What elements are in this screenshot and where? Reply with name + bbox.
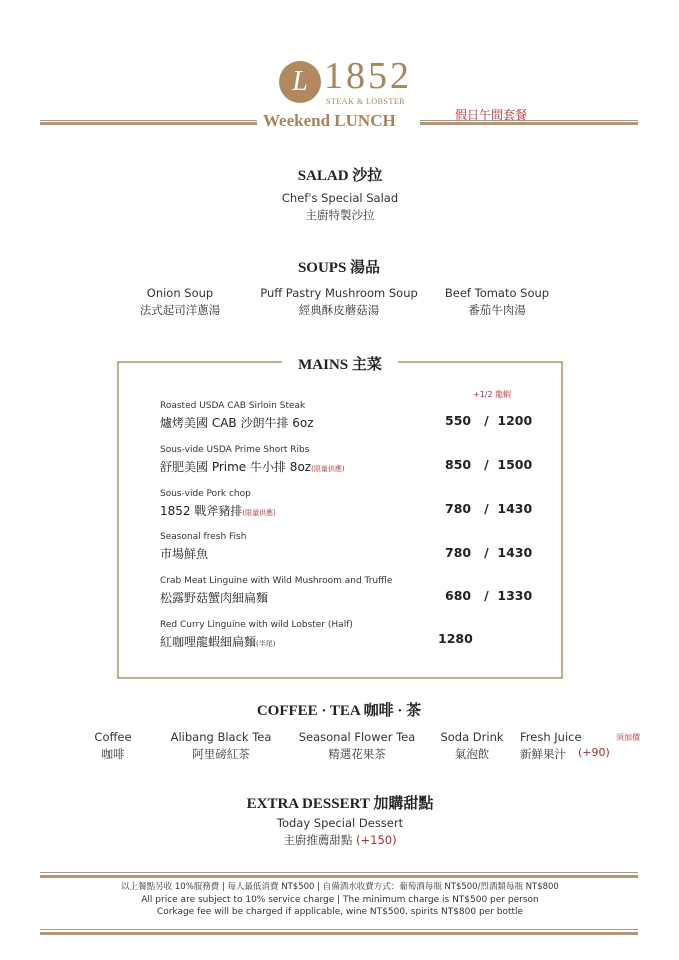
- main-item-zh-text: 市場鮮魚: [160, 547, 209, 561]
- footer-divider-top: [40, 872, 638, 878]
- header-divider-left: [40, 120, 257, 125]
- drink-item-zh: 精選花果茶: [328, 747, 386, 761]
- footer-line-2: All price are subject to 10% service charge | The minimum charge is NT$500 per person: [141, 895, 539, 905]
- drink-item-zh: 新鮮果汁: [520, 747, 566, 761]
- drink-item-zh: 阿里磅紅茶: [192, 747, 250, 761]
- soup-item-en: Puff Pastry Mushroom Soup: [260, 286, 418, 300]
- footer-line-3: Corkage fee will be charged if applicable, wine NT$500, spirits NT$800 per bottle: [156, 907, 524, 917]
- soup-item-zh: 番茄牛肉湯: [468, 303, 526, 317]
- soup-item-zh: 法式起司洋蔥湯: [139, 303, 221, 317]
- footer-divider-bottom: [40, 929, 638, 935]
- main-item-zh: [160, 545, 208, 562]
- salad-item-en: Chef's Special Salad: [281, 191, 399, 205]
- soup-item-en: Beef Tomato Soup: [444, 286, 550, 300]
- mains-box-top-left: [117, 361, 282, 363]
- main-item-zh: [160, 589, 268, 606]
- brand-number: 1852: [324, 55, 412, 97]
- main-item-price: 780 / 1430: [445, 501, 533, 516]
- drink-item-zh: 氣泡飲: [454, 747, 490, 761]
- soup-item-en: Onion Soup: [146, 286, 214, 300]
- lobster-addon-note: +1/2 龍蝦: [473, 390, 512, 399]
- menu-title-zh: 假日午間套餐: [455, 108, 528, 122]
- mains-heading: MAINS 主菜: [298, 357, 382, 373]
- drinks-heading: COFFEE · TEA 咖啡 · 茶: [256, 703, 422, 719]
- drink-item-en: Fresh Juice: [520, 730, 582, 744]
- main-item-price: 550 / 1200: [445, 413, 533, 428]
- drink-item-en: Coffee: [94, 730, 132, 744]
- menu-title: Weekend LUNCH: [263, 111, 396, 130]
- logo: [279, 61, 321, 103]
- dessert-item-en: Today Special Dessert: [276, 816, 404, 830]
- main-item-zh-text: 舒肥美國 Prime 牛小排 8oz: [160, 460, 312, 474]
- soups-heading: SOUPS 湯品: [297, 260, 381, 276]
- dessert-price: (+150): [356, 833, 397, 847]
- dessert-item-zh: [283, 832, 396, 848]
- main-item-price: 680 / 1330: [445, 588, 533, 603]
- main-item-zh: [160, 458, 345, 475]
- main-item-en: Roasted USDA CAB Sirloin Steak: [160, 401, 306, 411]
- half-note: (半尾): [256, 640, 276, 648]
- main-item-zh-text: 松露野菇蟹肉細扁麵: [160, 591, 269, 605]
- mains-box-top-right: [398, 361, 563, 363]
- main-item-price: 780 / 1430: [445, 545, 533, 560]
- main-item-en: Red Curry Linguine with wild Lobster (Half): [160, 620, 353, 630]
- main-item-price: 850 / 1500: [445, 457, 533, 472]
- dessert-item-zh-text: 主廚推薦甜點: [283, 833, 353, 847]
- main-item-zh: [160, 633, 275, 650]
- limited-note: (限量供應): [242, 509, 276, 517]
- salad-item-zh: 主廚特製沙拉: [305, 208, 375, 222]
- drink-item-zh: 咖啡: [101, 747, 125, 761]
- logo-letter: L: [292, 66, 308, 97]
- drink-item-en: Seasonal Flower Tea: [298, 730, 416, 744]
- main-item-zh-text: 爐烤美國 CAB 沙朗牛排 6oz: [160, 416, 314, 430]
- main-item-en: Sous-vide Pork chop: [160, 489, 251, 499]
- brand-tagline: STEAK & LOBSTER: [326, 97, 406, 106]
- footer-line-1: 以上餐點另收 10%服務費 | 每人最低消費 NT$500 | 自備酒水收費方式：葡萄酒每瓶 NT$500/烈酒類每瓶 NT$800: [121, 882, 559, 892]
- surcharge-label: 須加價: [616, 733, 640, 742]
- main-item-en: Sous-vide USDA Prime Short Ribs: [160, 445, 310, 455]
- main-item-en: Crab Meat Linguine with Wild Mushroom and Truffle: [160, 576, 393, 586]
- main-item-price: 1280: [438, 631, 473, 646]
- salad-heading: SALAD 沙拉: [297, 168, 383, 184]
- soup-item-zh: 經典酥皮蘑菇湯: [298, 303, 380, 317]
- header-divider-right: [420, 120, 638, 125]
- drink-item-en: Soda Drink: [440, 730, 504, 744]
- juice-surcharge: (+90): [578, 746, 610, 759]
- main-item-zh-text: 紅咖哩龍蝦細扁麵: [160, 635, 257, 649]
- limited-note: (限量供應): [311, 465, 345, 473]
- main-item-zh-text: 1852 戰斧豬排: [160, 504, 243, 518]
- main-item-zh: [160, 502, 276, 519]
- main-item-zh: [160, 414, 314, 431]
- main-item-en: Seasonal fresh Fish: [160, 532, 247, 542]
- dessert-heading: EXTRA DESSERT 加購甜點: [246, 796, 434, 812]
- drink-item-en: Alibang Black Tea: [170, 730, 272, 744]
